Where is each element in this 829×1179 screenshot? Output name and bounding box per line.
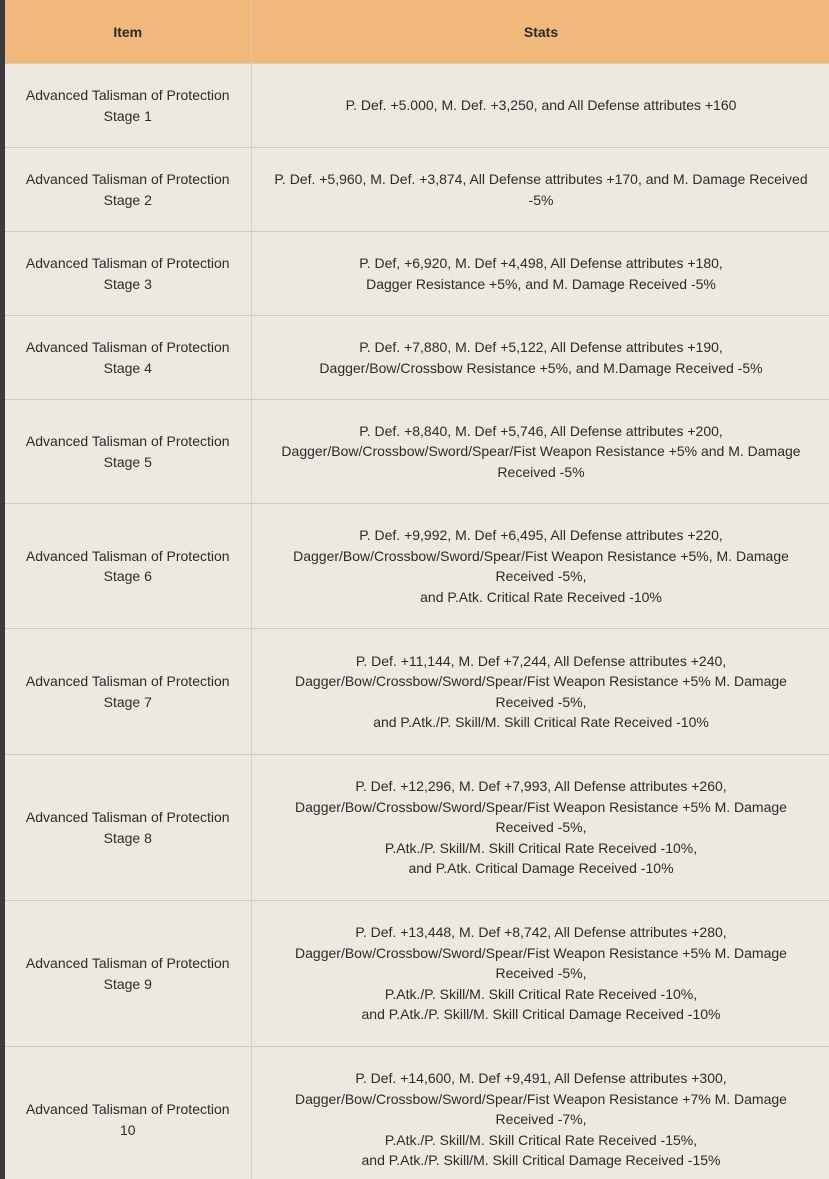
item-name: Advanced Talisman of Protection [25,255,230,271]
stats-line: P. Def. +5.000, M. Def. +3,250, and All Defense attributes +160 [345,97,737,114]
item-name: Advanced Talisman of Protection [25,673,230,689]
table-row [5,148,829,232]
item-cell [5,64,251,148]
stats-cell [251,1047,829,1179]
item-cell [5,629,251,755]
talisman-stats-table [5,0,829,1179]
stats-cell [251,316,829,400]
item-stage: Stage 7 [103,693,152,710]
stats-line: P. Def. +7,880, M. Def +5,122, All Defense attributes +190, [359,339,723,355]
stats-cell [251,901,829,1047]
stats-line: P. Def. +9,992, M. Def +6,495, All Defense attributes +220, [359,527,723,543]
stats-cell [251,755,829,901]
table-row [5,1047,829,1179]
item-stage: Stage 1 [103,107,152,124]
stats-cell [251,504,829,629]
stats-line: Dagger Resistance +5%, and M. Damage Received -5% [366,275,716,292]
item-name: Advanced Talisman of Protection [25,171,230,187]
stats-line: P.Atk./P. Skill/M. Skill Critical Rate Received -15%, [384,1131,698,1148]
stats-line: Dagger/Bow/Crossbow/Sword/Spear/Fist Weapon Resistance +7% M. Damage [295,1090,787,1107]
item-stage: Stage 3 [103,275,152,292]
stats-line: Dagger/Bow/Crossbow/Sword/Spear/Fist Weapon Resistance +5% M. Damage [295,798,787,815]
item-name: Advanced Talisman of Protection [25,433,230,449]
table-row [5,755,829,901]
stats-line: P. Def. +14,600, M. Def +9,491, All Defense attributes +300, [355,1070,727,1087]
stats-line: P. Def. +13,448, M. Def +8,742, All Defense attributes +280, [355,924,727,941]
stats-line: P.Atk./P. Skill/M. Skill Critical Rate Received -10%, [384,839,698,856]
item-cell [5,316,251,400]
stats-line: Received -7%, [495,1111,587,1128]
stats-line: P. Def. +5,960, M. Def. +3,874, All Defense attributes +170, and M. Damage Received [274,171,808,187]
stats-line: P.Atk./P. Skill/M. Skill Critical Rate Received -10%, [384,985,698,1002]
table-header [5,0,829,64]
stats-line: Dagger/Bow/Crossbow/Sword/Spear/Fist Weapon Resistance +5%, M. Damage [293,547,789,564]
stats-column-header: Stats [251,0,829,64]
stats-line: and P.Atk./P. Skill/M. Skill Critical Rate Received -10% [373,714,709,730]
item-column-header: Item [5,0,251,64]
item-cell [5,755,251,901]
header-row [5,0,829,64]
item-cell [5,232,251,316]
table-row [5,400,829,504]
item-stage: Stage 8 [103,829,152,846]
table-row [5,316,829,400]
stats-cell [251,64,829,148]
item-cell [5,148,251,232]
stats-line: Received -5%, [495,568,587,584]
table-row [5,629,829,755]
table-body [5,64,829,1179]
item-stage: 10 [119,1121,136,1138]
table-row [5,64,829,148]
stats-line: Dagger/Bow/Crossbow/Sword/Spear/Fist Weapon Resistance +5% M. Damage [295,673,787,689]
stats-line: Received -5% [497,463,585,480]
stats-line: and P.Atk./P. Skill/M. Skill Critical Damage Received -15% [361,1152,721,1169]
table-row [5,232,829,316]
stats-line: and P.Atk. Critical Rate Received -10% [420,588,662,605]
item-stage: Stage 5 [103,453,152,470]
stats-cell [251,148,829,232]
item-stage: Stage 2 [103,191,152,208]
stats-line: Received -5%, [495,819,587,836]
item-cell [5,901,251,1047]
table-row [5,504,829,629]
stats-line: Dagger/Bow/Crossbow/Sword/Spear/Fist Weapon Resistance +5% and M. Damage [281,443,801,460]
stats-cell [251,232,829,316]
stats-line: -5% [528,191,554,208]
item-cell [5,504,251,629]
stats-line: Dagger/Bow/Crossbow Resistance +5%, and M.Damage Received -5% [319,359,763,376]
stats-cell [251,400,829,504]
item-cell [5,1047,251,1179]
item-name: Advanced Talisman of Protection [25,1101,230,1117]
item-name: Advanced Talisman of Protection [25,339,230,355]
item-stage: Stage 6 [103,568,152,584]
stats-line: Received -5%, [495,965,587,982]
stats-line: Received -5%, [495,693,587,710]
item-name: Advanced Talisman of Protection [25,809,230,825]
stats-line: P. Def. +8,840, M. Def +5,746, All Defense attributes +200, [359,422,723,439]
stats-cell [251,629,829,755]
stats-line: P. Def. +11,144, M. Def +7,244, All Defense attributes +240, [355,652,727,669]
stats-line: Dagger/Bow/Crossbow/Sword/Spear/Fist Weapon Resistance +5% M. Damage [295,944,787,961]
item-name: Advanced Talisman of Protection [25,547,230,564]
item-stage: Stage 4 [103,359,152,376]
stats-line: and P.Atk./P. Skill/M. Skill Critical Damage Received -10% [361,1006,721,1023]
stats-line: and P.Atk. Critical Damage Received -10% [408,860,674,877]
item-name: Advanced Talisman of Protection [25,955,230,971]
item-stage: Stage 9 [103,975,152,992]
item-name: Advanced Talisman of Protection [25,87,230,103]
stats-line: P. Def, +6,920, M. Def +4,498, All Defense attributes +180, [359,255,723,271]
table-row [5,901,829,1047]
stats-line: P. Def. +12,296, M. Def +7,993, All Defense attributes +260, [355,778,727,795]
item-cell [5,400,251,504]
